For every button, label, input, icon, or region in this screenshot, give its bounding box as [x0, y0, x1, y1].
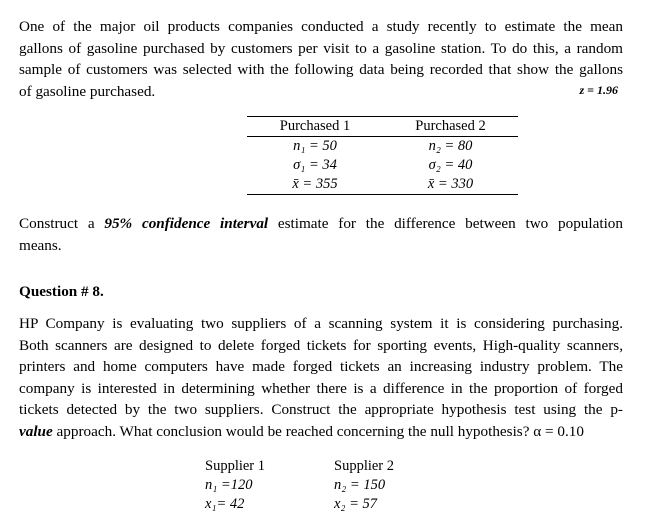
table-cell: x̄ = 355 — [247, 175, 383, 195]
column-header: Purchased 2 — [383, 117, 518, 137]
purchase-stats-table — [247, 116, 518, 195]
problem-line: gallons of gasoline purchased by customers per visit to a gasoline station. To do this, a random — [19, 39, 623, 57]
table-cell: n₂ = 80 — [428, 138, 473, 154]
instruction-emphasis: 95% confidence interval — [104, 215, 269, 232]
question-line: HP Company is evaluating two suppliers of a scanning system it is considering purchasing. — [19, 315, 623, 332]
instruction-line — [19, 213, 623, 235]
question-line: tickets detected by the two suppliers. Construct the appropriate hypothesis test using the p- — [19, 401, 623, 419]
question-line-rest: approach. What conclusion would be reached concerning the null hypothesis? α = 0.10 — [52, 422, 584, 440]
problem-line: One of the major oil products companies conducted a study recently to estimate the mean — [19, 18, 623, 35]
z-value-label: z = 1.96 — [579, 83, 618, 97]
instruction-prefix: Construct a — [19, 215, 105, 232]
table-cell: n₁ = 50 — [293, 138, 337, 154]
supplier-n: n₂ = 150 — [334, 477, 386, 493]
table-row — [247, 156, 518, 175]
supplier-n: n₁ =120 — [205, 477, 253, 493]
question-8-paragraph — [19, 313, 623, 443]
table-header-row — [247, 117, 518, 137]
supplier-title: Supplier 2 — [334, 458, 395, 474]
supplier-x: x₁= 42 — [205, 496, 245, 512]
problem-paragraph — [19, 16, 623, 102]
supplier-1-block — [205, 457, 265, 514]
p-value-emphasis: value — [19, 422, 53, 440]
problem-line: sample of customers was selected with the following data being recorded that show the gallons — [19, 61, 623, 79]
table-cell: x̄ = 330 — [383, 175, 518, 195]
table-row — [247, 137, 518, 157]
instruction-suffix: estimate for the difference between two population — [268, 215, 623, 232]
question-8-heading: Question # 8. — [19, 283, 104, 300]
instruction-paragraph — [19, 213, 623, 256]
question-line — [19, 421, 623, 443]
supplier-2-block — [334, 457, 394, 514]
question-line: Both scanners are designed to delete forged tickets for sporting events, High-quality scanners, — [19, 336, 623, 354]
table-cell: σ₁ = 34 — [293, 157, 337, 173]
problem-line: of gasoline purchased. — [19, 82, 156, 100]
column-header: Purchased 1 — [247, 117, 383, 137]
supplier-title: Supplier 1 — [205, 458, 266, 474]
supplier-x: x₂ = 57 — [334, 496, 378, 512]
table-cell: σ₂ = 40 — [428, 157, 473, 173]
question-line: company is interested in determining whether there is a difference in the proportion of forged — [19, 379, 623, 397]
question-line: printers and home computers have made forged tickets an increasing industry problem. The — [19, 358, 623, 376]
table-row — [247, 175, 518, 195]
instruction-line: means. — [19, 236, 62, 254]
